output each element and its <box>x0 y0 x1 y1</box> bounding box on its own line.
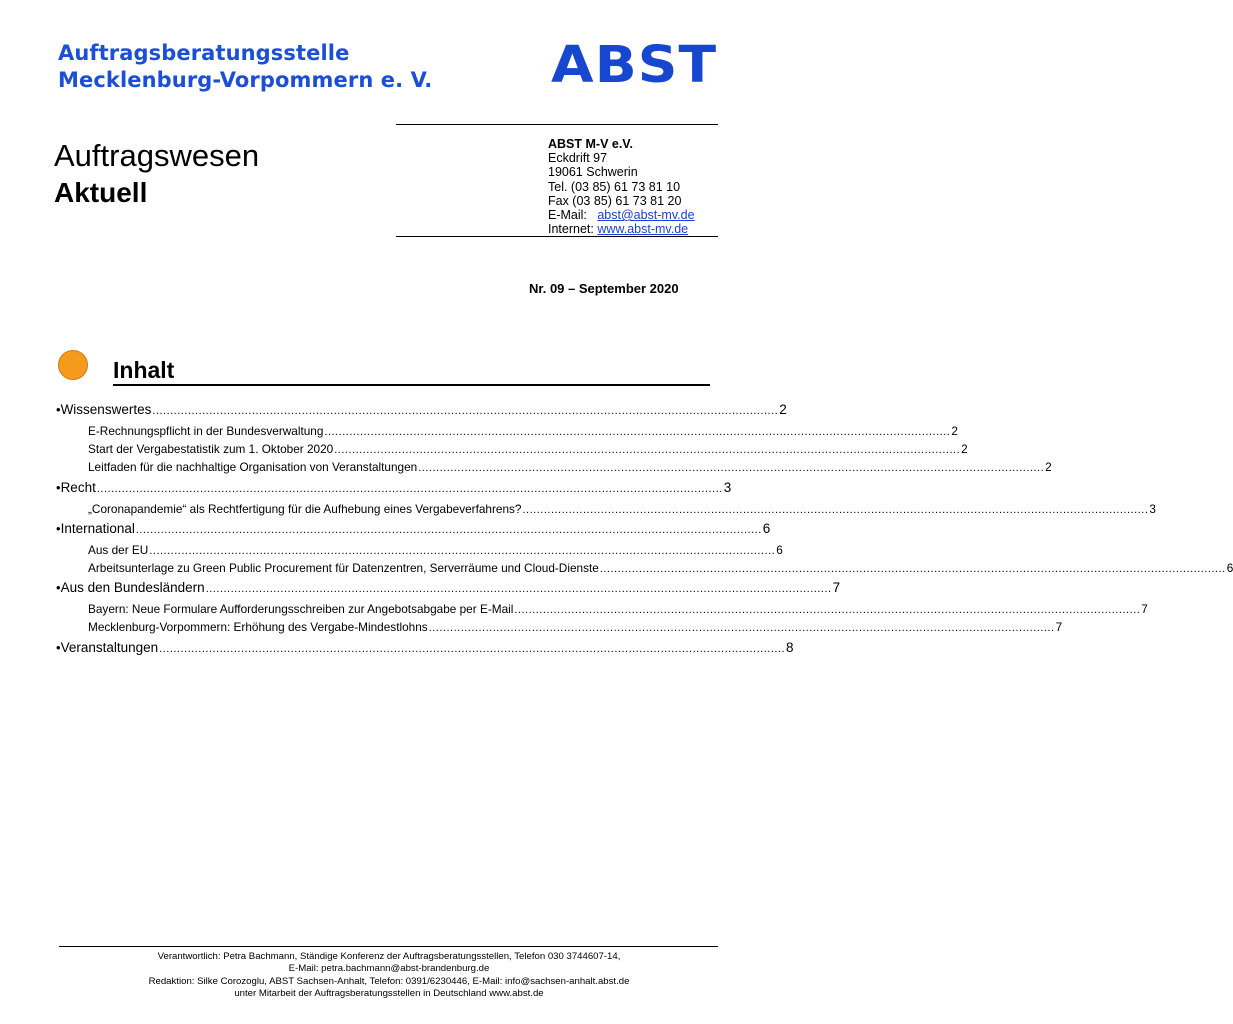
toc-entry-label: Wissenswertes <box>60 402 152 417</box>
website-link[interactable]: www.abst-mv.de <box>597 222 689 237</box>
toc-entry-e-rechnung[interactable] <box>88 424 958 438</box>
email-label: E-Mail: <box>548 208 587 223</box>
toc-leader: ................................................................................................................................................................................ <box>514 604 1141 616</box>
toc-entry-mecklenburg-vorpommern[interactable] <box>88 620 1063 634</box>
toc-leader: ................................................................................................................................................................................ <box>428 622 1055 634</box>
toc-entry-label: Leitfaden für die nachhaltige Organisation von Veranstaltungen <box>88 460 418 474</box>
address-top-rule <box>396 124 718 125</box>
address-fax: Fax (03 85) 61 73 81 20 <box>548 193 682 208</box>
toc-page-number: 7 <box>1055 620 1063 634</box>
issue-number: Nr. 09 – September 2020 <box>529 281 679 296</box>
toc-entry-coronapandemie[interactable] <box>88 502 1156 516</box>
toc-entry-label: E-Rechnungspflicht in der Bundesverwaltung <box>88 424 324 438</box>
address-block <box>548 137 695 236</box>
toc-page-number: 6 <box>1226 561 1233 575</box>
toc-entry-wissenswertes[interactable] <box>56 402 787 417</box>
bullet-icon: • <box>56 402 61 417</box>
toc-entry-label: International <box>60 521 135 536</box>
organization-name <box>58 40 432 94</box>
toc-leader: ................................................................................................................................................................................ <box>135 524 762 536</box>
toc-page-number: 3 <box>723 480 732 495</box>
toc-entry-veranstaltungen[interactable] <box>56 640 794 655</box>
toc-heading: Inhalt <box>113 357 710 386</box>
toc-leader: ................................................................................................................................................................................ <box>159 643 786 655</box>
newsletter-subtitle: Aktuell <box>54 177 148 208</box>
toc-leader: ................................................................................................................................................................................ <box>522 504 1149 516</box>
toc-leader: ................................................................................................................................................................................ <box>152 405 779 417</box>
address-bottom-rule <box>396 236 718 237</box>
toc-entry-international[interactable] <box>56 521 771 536</box>
toc-page-number: 8 <box>786 640 794 655</box>
toc-leader: ................................................................................................................................................................................ <box>149 545 776 557</box>
footer-rule <box>59 946 718 947</box>
newsletter-title: Auftragswesen <box>54 138 260 173</box>
orange-circle-icon <box>58 350 88 380</box>
footer-line-responsible: Verantwortlich: Petra Bachmann, Ständige Konferenz der Auftragsberatungsstellen, Telefon 030 3744607-14, <box>157 951 621 962</box>
footer-line-email: E-Mail: petra.bachmann@abst-brandenburg.de <box>288 963 490 975</box>
toc-leader: ................................................................................................................................................................................ <box>96 483 723 495</box>
toc-page-number: 7 <box>832 580 841 595</box>
address-phone: Tel. (03 85) 61 73 81 10 <box>548 179 681 194</box>
email-link[interactable]: abst@abst-mv.de <box>597 208 695 223</box>
toc-entry-recht[interactable] <box>56 480 732 495</box>
toc-leader: ................................................................................................................................................................................ <box>334 444 961 456</box>
toc-entry-label: Aus den Bundesländern <box>60 580 205 595</box>
toc-leader: ................................................................................................................................................................................ <box>324 426 951 438</box>
toc-entry-green-public-procurement[interactable] <box>88 561 1233 575</box>
address-email-row <box>548 208 695 222</box>
abst-logo: ABST <box>551 36 718 95</box>
toc-entry-label: Mecklenburg-Vorpommern: Erhöhung des Vergabe-Mindestlohns <box>88 620 428 634</box>
toc-leader: ................................................................................................................................................................................ <box>599 563 1226 575</box>
toc-leader: ................................................................................................................................................................................ <box>418 462 1045 474</box>
toc-entry-label: Recht <box>60 480 96 495</box>
toc-entry-leitfaden[interactable] <box>88 460 1052 474</box>
toc-entry-bayern[interactable] <box>88 602 1148 616</box>
toc-entry-vergabestatistik[interactable] <box>88 442 968 456</box>
toc-entry-bundeslaender[interactable] <box>56 580 841 595</box>
organization-name-line1: Auftragsberatungsstelle <box>58 41 350 65</box>
footer-line-editorial: Redaktion: Silke Corozoglu, ABST Sachsen-Anhalt, Telefon: 0391/6230446, E-Mail: info@sachsen-anhalt.abst.de <box>148 975 630 987</box>
toc-leader: ................................................................................................................................................................................ <box>205 583 832 595</box>
address-street: Eckdrift 97 <box>548 151 608 166</box>
toc-entry-label: Bayern: Neue Formulare Aufforderungsschreiben zur Angebotsabgabe per E-Mail <box>88 602 514 616</box>
toc-page-number: 6 <box>776 543 783 557</box>
toc-page-number: 2 <box>951 424 958 438</box>
bullet-icon: • <box>56 580 61 595</box>
internet-label: Internet: <box>548 222 594 237</box>
address-org: ABST M-V e.V. <box>548 137 633 151</box>
bullet-icon: • <box>56 480 61 495</box>
toc-page-number: 2 <box>1045 460 1052 474</box>
toc-page-number: 6 <box>762 521 771 536</box>
bullet-icon: • <box>56 521 61 536</box>
toc-page-number: 2 <box>961 442 968 456</box>
toc-entry-label: Start der Vergabestatistik zum 1. Oktober 2020 <box>88 442 334 456</box>
footer <box>60 951 718 1001</box>
address-internet-row <box>548 222 695 236</box>
toc-page-number: 3 <box>1149 502 1156 516</box>
footer-line-contributors: unter Mitarbeit der Auftragsberatungsstellen in Deutschland www.abst.de <box>234 988 544 1000</box>
organization-name-line2: Mecklenburg-Vorpommern e. V. <box>58 68 433 92</box>
toc-page-number: 2 <box>779 402 787 417</box>
toc-entry-aus-der-eu[interactable] <box>88 543 783 557</box>
toc-entry-label: Veranstaltungen <box>60 640 159 655</box>
address-city: 19061 Schwerin <box>548 165 638 180</box>
toc-entry-label: Aus der EU <box>88 543 149 557</box>
toc-entry-label: Arbeitsunterlage zu Green Public Procurement für Datenzentren, Serverräume und Cloud-Dienste <box>88 561 599 575</box>
bullet-icon: • <box>56 640 61 655</box>
toc-entry-label: „Coronapandemie“ als Rechtfertigung für die Aufhebung eines Vergabeverfahrens? <box>88 502 522 516</box>
toc-page-number: 7 <box>1141 602 1148 616</box>
